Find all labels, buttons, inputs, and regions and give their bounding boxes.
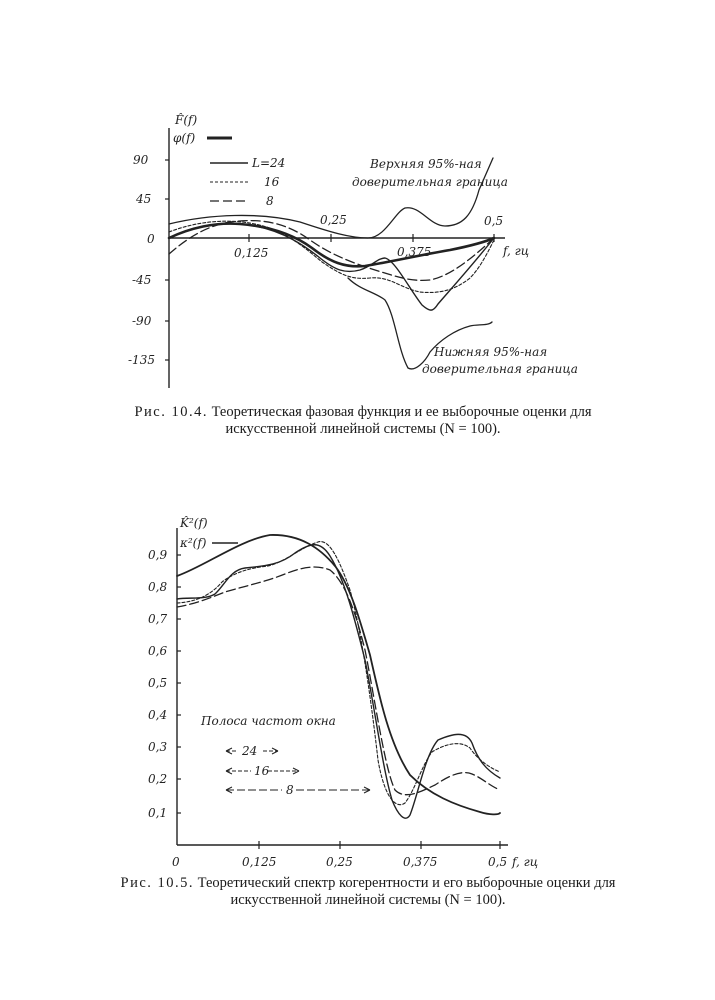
phase-y-axis-label-bottom: φ(f) xyxy=(173,131,196,145)
coherence-chart xyxy=(148,515,538,869)
legend-label-24: L=24 xyxy=(252,156,286,170)
band-24-label: 24 xyxy=(242,744,258,758)
coherence-y-tick-label: 0,6 xyxy=(148,644,168,658)
band-16-label: 16 xyxy=(254,764,270,778)
coherence-y-axis-label-bottom: κ²(f) xyxy=(180,536,207,550)
phase-legend xyxy=(210,156,285,208)
coherence-x-tick-label: 0,25 xyxy=(326,855,353,869)
theoretical-phase-curve xyxy=(169,224,494,267)
coherence-y-tick-label: 0,4 xyxy=(148,708,168,722)
phase-y-tick-label: -45 xyxy=(132,273,152,287)
figure-10-4-caption xyxy=(128,404,598,438)
coherence-y-tick-label: 0,1 xyxy=(148,806,168,820)
coherence-y-tick-label: 0,5 xyxy=(148,676,168,690)
lower-bound-label: Нижняя 95%-ная xyxy=(434,345,548,359)
coherence-y-tick-label: 0,9 xyxy=(148,548,168,562)
phase-x-axis-label: f, гц xyxy=(503,244,530,258)
band-16-arrow xyxy=(226,764,299,778)
lower-bound-label-2: доверительная граница xyxy=(422,362,578,376)
phase-y-tick-label: 90 xyxy=(133,153,149,167)
phase-x-tick-label: 0,25 xyxy=(320,213,347,227)
phase-y-tick-label: -90 xyxy=(132,314,152,328)
figure-10-5-caption-prefix: Рис. 10.5. xyxy=(120,875,195,891)
phase-chart xyxy=(128,112,578,388)
figure-10-4-caption-prefix: Рис. 10.4. xyxy=(134,404,208,420)
phase-y-axis-label-top: F̂(f) xyxy=(175,113,198,127)
coherence-y-tick-label: 0,8 xyxy=(148,580,168,594)
window-band-title: Полоса частот окна xyxy=(201,714,336,728)
coherence-8-curve xyxy=(177,567,500,795)
coherence-x-tick-label: 0,375 xyxy=(403,855,438,869)
phase-x-tick-label: 0,375 xyxy=(397,245,432,259)
upper-bound-label: Верхняя 95%-ная xyxy=(370,157,482,171)
band-8-arrow xyxy=(226,783,370,797)
coherence-L24-curve xyxy=(177,545,500,818)
upper-bound-label-2: доверительная граница xyxy=(352,175,508,189)
coherence-x-axis-label: f, гц xyxy=(512,855,539,869)
coherence-y-axis-label-top: K̂²(f) xyxy=(180,516,208,530)
band-24-arrow xyxy=(226,744,278,758)
phase-x-tick-label: 0,125 xyxy=(234,246,269,260)
coherence-y-tick-label: 0,2 xyxy=(148,772,168,786)
phase-y-tick-label: 45 xyxy=(136,192,152,206)
theoretical-coherence-curve xyxy=(177,535,500,814)
figure-10-5-caption xyxy=(118,875,618,909)
coherence-y-tick-label: 0,7 xyxy=(148,612,168,626)
phase-x-tick-label: 0,5 xyxy=(484,214,504,228)
band-8-label: 8 xyxy=(286,783,294,797)
figure-10-4-caption-text: Теоретическая фазовая функция и ее выборочные оценки для искусственной линейной системы (N = 100). xyxy=(211,404,592,437)
coherence-x-tick-label: 0,125 xyxy=(242,855,277,869)
legend-label-16: 16 xyxy=(264,175,280,189)
figure-10-5-caption-text: Теоретический спектр когерентности и его выборочные оценки для искусственной линейной системы (N = 100). xyxy=(197,875,616,908)
coherence-x-tick-label: 0 xyxy=(172,855,180,869)
phase-y-tick-label: 0 xyxy=(147,232,155,246)
legend-label-8: 8 xyxy=(266,194,274,208)
coherence-y-tick-label: 0,3 xyxy=(148,740,168,754)
coherence-x-tick-label: 0,5 xyxy=(488,855,508,869)
phase-y-tick-label: -135 xyxy=(128,353,155,367)
